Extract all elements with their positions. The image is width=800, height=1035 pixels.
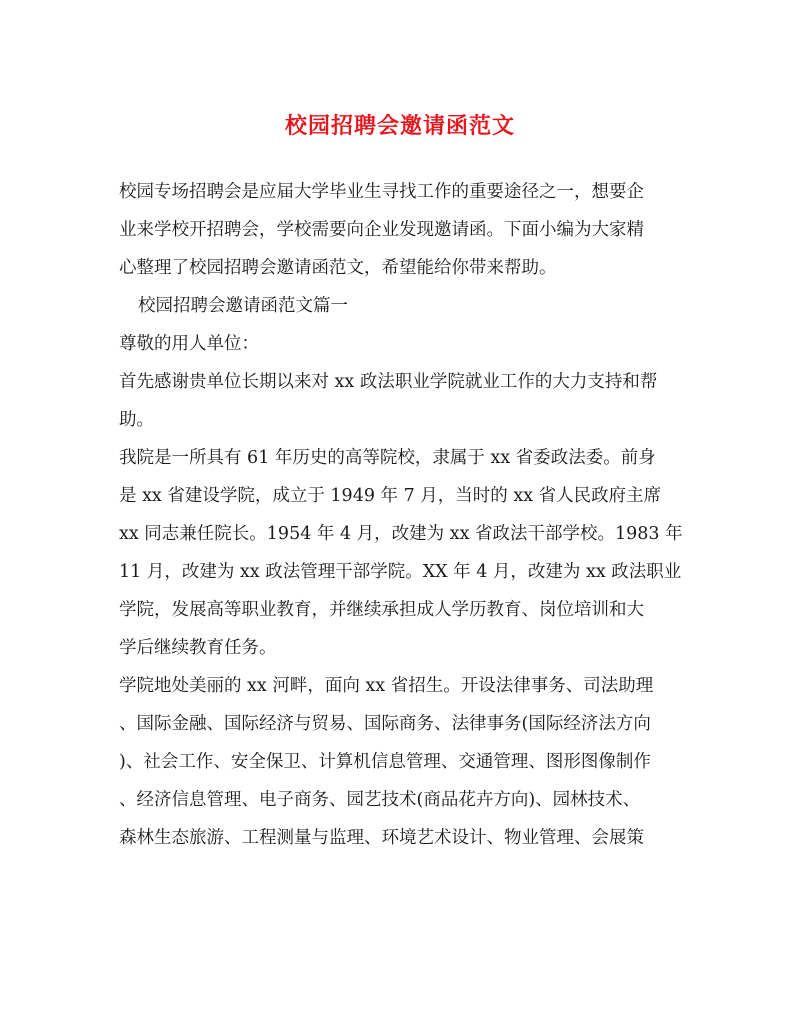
document-body bbox=[119, 173, 684, 857]
paragraph-line: )、社会工作、安全保卫、计算机信息管理、交通管理、图形图像制作 bbox=[119, 752, 651, 772]
section-heading: 校园招聘会邀请函范文篇一 bbox=[138, 296, 348, 316]
paragraph-line: 首先感谢贵单位长期以来对 xx 政法职业学院就业工作的大力支持和帮 bbox=[119, 372, 658, 392]
paragraph-line: 学后继续教育任务。 bbox=[119, 638, 277, 658]
salutation-line: 尊敬的用人单位： bbox=[119, 334, 259, 354]
paragraph-line: 我院是一所具有 61 年历史的高等院校，隶属于 xx 省委政法委。前身 bbox=[119, 448, 656, 468]
paragraph-line: 11 月，改建为 xx 政法管理干部学院。XX 年 4 月，改建为 xx 政法职业 bbox=[119, 562, 682, 582]
paragraph-line: xx 同志兼任院长。1954 年 4 月，改建为 xx 省政法干部学校。1983 年 bbox=[119, 524, 683, 544]
paragraph-line: 业来学校开招聘会，学校需要向企业发现邀请函。下面小编为大家精 bbox=[119, 220, 644, 240]
paragraph-line: 学院地处美丽的 xx 河畔，面向 xx 省招生。开设法律事务、司法助理 bbox=[119, 676, 654, 696]
paragraph-line: 校园专场招聘会是应届大学毕业生寻找工作的重要途径之一，想要企 bbox=[119, 182, 644, 202]
paragraph-line: 是 xx 省建设学院，成立于 1949 年 7 月，当时的 xx 省人民政府主席 bbox=[119, 486, 662, 506]
paragraph-line: 、国际金融、国际经济与贸易、国际商务、法律事务(国际经济法方向 bbox=[119, 714, 651, 734]
paragraph-line: 心整理了校园招聘会邀请函范文，希望能给你带来帮助。 bbox=[119, 258, 557, 278]
paragraph-line: 、经济信息管理、电子商务、园艺技术(商品花卉方向)、园林技术、 bbox=[119, 790, 641, 810]
paragraph-line: 森林生态旅游、工程测量与监理、环境艺术设计、物业管理、会展策 bbox=[119, 828, 644, 848]
paragraph-line: 助。 bbox=[119, 410, 154, 430]
document-title: 校园招聘会邀请函范文 bbox=[284, 113, 515, 139]
paragraph-line: 学院，发展高等职业教育，并继续承担成人学历教育、岗位培训和大 bbox=[119, 600, 644, 620]
